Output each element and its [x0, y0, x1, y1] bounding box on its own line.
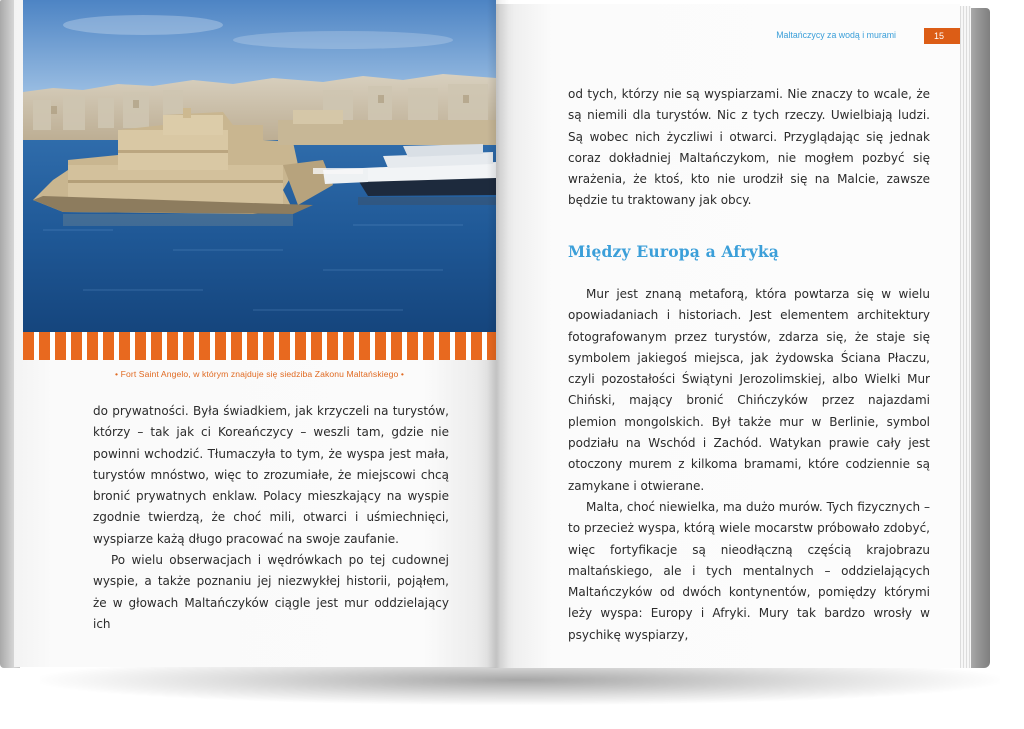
fort-photo	[23, 0, 496, 332]
right-body-text-top	[568, 84, 930, 212]
right-page	[496, 4, 960, 668]
running-head: Maltańczycy za wodą i murami	[776, 30, 896, 40]
right-paragraph-continuation: od tych, którzy nie są wyspiarzami. Nie znaczy to wcale, że są niemili dla turystów. Nic z tych rzeczy. Uwielbiają ludzi. Są wobec nich życzliwi i otwarci. Przyglądając się jednak coraz dokładniej Maltańczykom, nie mogłem pozbyć się wrażenia, że ktoś, kto nie urodził się na Malcie, zawsze będzie tu traktowany jak obcy.	[568, 87, 930, 208]
right-body-text	[568, 284, 930, 646]
left-paragraph-1: do prywatności. Była świadkiem, jak krzyczeli na turystów, którzy – tak jak ci Koreańczycy – weszli tam, gdzie nie powinni wchodzić. Tłumaczyła to tym, że wyspa jest mała, turystów mnóstwo, więc to zrozumiałe, że miejscowi chcą bronić prywatnych enklaw. Polacy mieszkający na wyspie zgodnie twierdzą, że choć mili, otwarci i uśmiechnięci, wyspiarze każą długo pracować na swoje zaufanie.	[93, 404, 449, 546]
right-paragraph-1: Mur jest znaną metaforą, która powtarza się w wielu opowiadaniach i historiach. Jest elementem architektury fotografowanym przez turystów, zdarza się, że staje się symbolem jakiegoś miejsca, jak żydowska Ściana Płaczu, czyli pozostałości Świątyni Jerozolimskiej, albo Wielki Mur Chiński, mający bronić Chińczyków przez najazdami plemion mongolskich. Był także mur w Berlinie, symbol podziału na Wschód i Zachód. Watykan prawie cały jest otoczony murem z kilkoma bramami, które codziennie są zamykane i otwierane.	[568, 287, 930, 493]
section-heading: Między Europą a Afryką	[568, 242, 780, 261]
page-number: 15	[924, 28, 960, 44]
left-paragraph-2: Po wielu obserwacjach i wędrówkach po tej cudownej wyspie, a także poznaniu jej niezwykłej historii, pojąłem, że w głowach Maltańczyków ciągle jest mur oddzielający ich	[93, 553, 449, 631]
left-page	[14, 0, 496, 667]
right-paragraph-2: Malta, choć niewielka, ma dużo murów. Tych fizycznych – to przecież wyspa, którą wiele mocarstw próbowało zdobyć, więc fortyfikacje są nieodłączną częścią krajobrazu maltańskiego, ale i tych mentalnych – oddzielających Maltańczyków od dwóch kontynentów, pomiędzy którymi leży wyspa: Europy i Afryki. Mury tak bardzo wrosły w psychikę wyspiarzy,	[568, 499, 930, 642]
photo-caption: • Fort Saint Angelo, w którym znajduje się siedziba Zakonu Maltańskiego •	[115, 369, 404, 379]
decorative-stripe	[23, 332, 496, 360]
left-body-text	[93, 401, 449, 635]
